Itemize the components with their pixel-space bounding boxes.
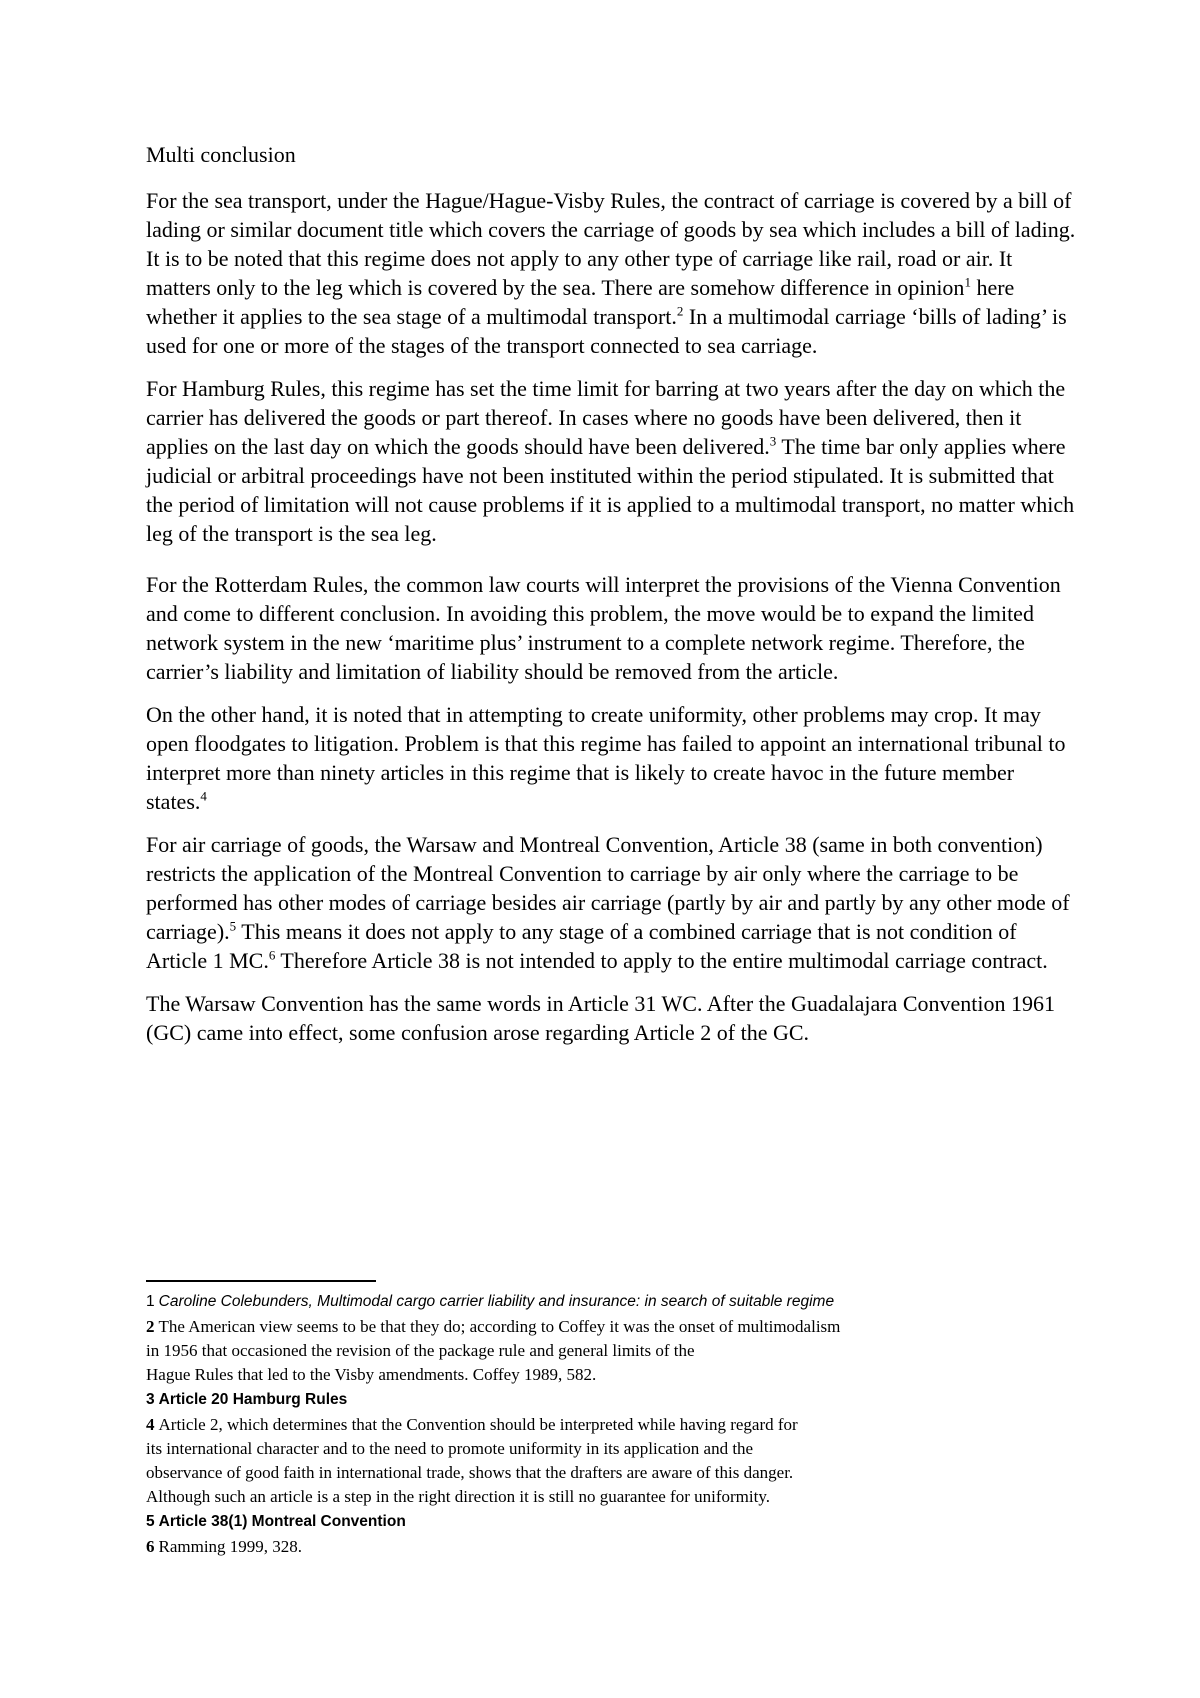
footnote-text: Ramming 1999, 328. — [158, 1537, 303, 1556]
footnote-reference[interactable]: 1 — [964, 274, 971, 290]
footnote-number: 5 — [146, 1513, 155, 1530]
footnote-number: 1 — [146, 1293, 155, 1310]
footnote-reference[interactable]: 3 — [769, 433, 777, 449]
paragraph-gap — [146, 562, 1076, 570]
body-paragraph — [146, 570, 1076, 686]
footnote-text-line: in 1956 that occasioned the revision of the package rule and general limits of the — [146, 1341, 695, 1360]
footnote — [146, 1535, 1076, 1559]
footnote-text-line: Hague Rules that led to the Visby amendments. Coffey 1989, 582. — [146, 1365, 597, 1384]
footnote — [146, 1510, 1076, 1534]
footnote-text-line: Article 2, which determines that the Convention should be interpreted while having regard for — [158, 1415, 798, 1434]
footnote-text: Article 38(1) Montreal Convention — [158, 1513, 406, 1530]
document-body — [146, 140, 1076, 1061]
paragraph-text: For Hamburg Rules, this regime has set the time limit for barring at two years after the day on which the carrier has delivered the goods or part thereof. In cases where no goods have been delivered, then it applies on the last day on which the goods should have been delivered. — [146, 376, 1066, 459]
footnote-reference[interactable]: 6 — [268, 947, 276, 963]
body-paragraph — [146, 989, 1076, 1047]
paragraph-text: In a multimodal carriage ‘bills of lading’ is used for one or more of the stages of the transport connected to sea carriage. — [146, 304, 1067, 358]
paragraph-text: here whether it applies to the sea stage of a multimodal transport. — [146, 275, 1015, 329]
footnote — [146, 1315, 1076, 1387]
paragraph-text: For the Rotterdam Rules, the common law courts will interpret the provisions of the Vienna Convention and come to different conclusion. In avoiding this problem, the move would be to expand the limited network system in the new ‘maritime plus’ instrument to a complete network regime. Therefore, the carrier’s liability and limitation of liability should be removed from the article. — [146, 572, 1061, 684]
body-paragraph — [146, 374, 1076, 548]
footnote — [146, 1388, 1076, 1412]
footnote — [146, 1413, 1076, 1509]
footnote-text-line: Although such an article is a step in the right direction it is still no guarantee for uniformity. — [146, 1487, 770, 1506]
footnote-list — [146, 1290, 1076, 1559]
footnote-number: 3 — [146, 1391, 155, 1408]
footnote-separator — [146, 1280, 376, 1282]
paragraph-text: The time bar only applies where judicial or arbitral proceedings have not been instituted within the period stipulated. It is submitted that the period of limitation will not cause problems if it is applied to a multimodal transport, no matter which leg of the transport is the sea leg. — [146, 434, 1075, 546]
footnote-text-line: its international character and to the need to promote uniformity in its application and the — [146, 1439, 754, 1458]
paragraph-text: Therefore Article 38 is not intended to apply to the entire multimodal carriage contract. — [275, 948, 1048, 973]
paragraph-text: For air carriage of goods, the Warsaw and Montreal Convention, Article 38 (same in both convention) restricts the application of the Montreal Convention to carriage by air only where the carriage to be performed has other modes of carriage besides air carriage (partly by air and partly by any other mode of carriage). — [146, 832, 1070, 944]
footnote-number: 6 — [146, 1537, 155, 1556]
footnote — [146, 1290, 1076, 1314]
footnote-text: Caroline Colebunders, Multimodal cargo carrier liability and insurance: in search of suitable regime — [158, 1293, 835, 1310]
document-title: Multi conclusion — [146, 142, 296, 167]
body-paragraph — [146, 830, 1076, 975]
footnote-text-line: The American view seems to be that they do; according to Coffey it was the onset of multimodalism — [158, 1317, 841, 1336]
footnotes-section — [146, 1280, 1076, 1560]
body-paragraph — [146, 186, 1076, 360]
footnote-reference[interactable]: 5 — [229, 918, 237, 934]
footnote-text: Article 20 Hamburg Rules — [158, 1391, 348, 1408]
footnote-reference[interactable]: 2 — [676, 303, 684, 319]
paragraph-text: This means it does not apply to any stage of a combined carriage that is not condition of Article 1 MC. — [146, 919, 1017, 973]
paragraph-text: On the other hand, it is noted that in attempting to create uniformity, other problems may crop. It may open floodgates to litigation. Problem is that this regime has failed to appoint an international tribunal to interpret more than ninety articles in this regime that is likely to create havoc in the future member states. — [146, 702, 1066, 814]
body-paragraph — [146, 700, 1076, 816]
footnote-text-line: observance of good faith in international trade, shows that the drafters are aware of this danger. — [146, 1463, 794, 1482]
footnote-number: 4 — [146, 1415, 155, 1434]
footnote-reference[interactable]: 4 — [200, 788, 207, 804]
paragraph-text: For the sea transport, under the Hague/Hague-Visby Rules, the contract of carriage is covered by a bill of lading or similar document title which covers the carriage of goods by sea which includes a bill of lading. It is to be noted that this regime does not apply to any other type of carriage like rail, road or air. It matters only to the leg which is covered by the sea. There are somehow difference in opinion — [146, 188, 1076, 300]
footnote-number: 2 — [146, 1317, 155, 1336]
paragraph-list — [146, 186, 1076, 1047]
paragraph-text: The Warsaw Convention has the same words in Article 31 WC. After the Guadalajara Convention 1961 (GC) came into effect, some confusion arose regarding Article 2 of the GC. — [146, 991, 1055, 1045]
